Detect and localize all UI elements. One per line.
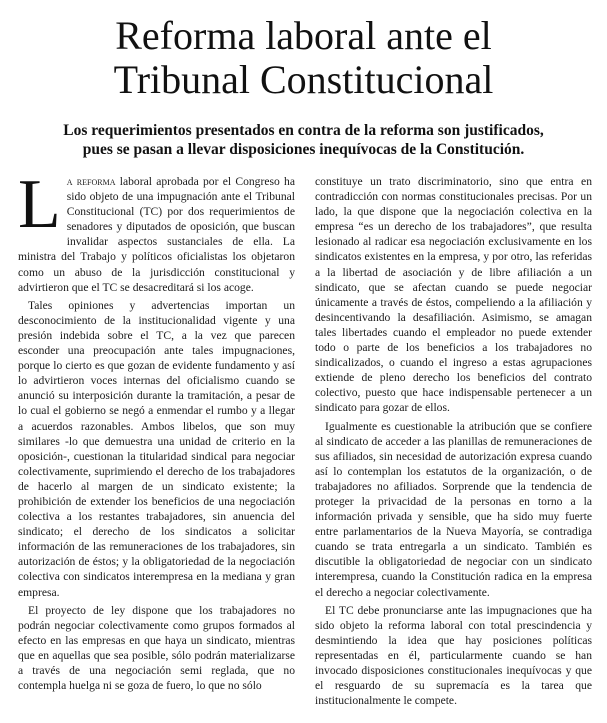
paragraph-5: El TC debe pronunciarse ante las impugnaciones que ha sido objeto la reforma laboral con total prescindencia y desmintiendo la idea que hay posiciones políticas representadas en él, particularmente cuando se han invocado disposiciones constitucionales inequívocas y que el resguardo de su supremacía es la tarea que institucionalmente le compete. bbox=[315, 603, 592, 708]
article-deck bbox=[20, 121, 587, 159]
left-column bbox=[18, 174, 295, 719]
paragraph-1-text: laboral aprobada por el Congreso ha sido objeto de una impugnación ante el Tribunal Constitucional (TC) por dos requerimientos de senadores y diputados de oposición, que buscan invalidar aspectos sustanciales de ella. La ministra del Trabajo y políticos oficialistas los objetaron como un abuso de la jurisdicción constitucional y advirtieron que el TC se desacreditará si los acoge. bbox=[18, 175, 295, 294]
title-line-1: Reforma laboral ante el bbox=[115, 13, 492, 58]
paragraph-1 bbox=[18, 174, 295, 295]
title-line-2: Tribunal Constitucional bbox=[113, 57, 494, 102]
paragraph-3-continued: constituye un trato discriminatorio, sino que entra en contradicción con normas constitucionales precisas. Por un lado, la que dispone que la negociación colectiva en la empresa “es un derecho de los trabajadores”, que resulta lesionado al radicar esa negociación exclusivamente en los sindicatos existentes en la empresa, y por otro, las referidas a la libertad de asociación y de libre afiliación a un sindicato, que se afectan cuando se puede negociar únicamente a través de éstos, compeliendo a la afiliación y desincentivando la desafiliación. Asimismo, se amagan tales libertades cuando el empleador no puede extender todo o parte de los beneficios a los trabajadores no sindicalizados, o cuando el ingreso a estas agrupaciones extiende de pleno derecho los beneficios del contrato colectivo, puesto que hace indispensable pertenecer a un sindicato para gozar de ellos. bbox=[315, 175, 592, 415]
paragraph-4: Igualmente es cuestionable la atribución que se confiere al sindicato de acceder a las planillas de remuneraciones de sus afiliados, sin necesidad de autorización expresa cuando así lo contemplan los estatutos de la organización, o de trabajadores no afiliados. Sorprende que la tendencia de proteger la privacidad de la personas en torno a la información privada y sensible, que ha sido muy fuerte entre parlamentarios de la Nueva Mayoría, se contradiga cuando se trata entregarla a un sindicato. También es discutible la obligatoriedad de negociar con un sindicato interempresa, cuando la Constitución radica en la empresa el derecho a negociar colectivamente. bbox=[315, 419, 592, 599]
deck-line-1: Los requerimientos presentados en contra de la reforma son justificados, bbox=[63, 122, 544, 139]
paragraph-2: Tales opiniones y advertencias importan un desconocimiento de la institucionalidad vigente y una presión indebida sobre el TC, a la vez que parecen esconder una preocupación ante tales impugnaciones, porque lo cierto es que gozan de evidente fundamento y así lo advirtieron voces internas del oficialismo cuando se anunció su interposición durante la tramitación, a pesar de lo cual el gobierno se negó a enmendar el rumbo y a llegar a acuerdos razonables. Ambos libelos, que son muy similares -lo que demuestra una unidad de criterio en la oposición-, cuestionan la titularidad sindical para negociar colectivamente, suprimiendo el derecho de los trabajadores de hacerlo al margen de un sindicato existente; la prohibición de extender los beneficios de una negociación colectiva a los restantes trabajadores, sin anuencia del sindicato; el derecho de los sindicatos a solicitar información de las remuneraciones de los trabajadores, sin autorización de éstos; y la obligatoriedad de la negociación colectiva con sindicatos interempresa en la mediana y gran empresa. bbox=[18, 298, 295, 599]
right-column bbox=[315, 174, 592, 719]
drop-cap: L bbox=[18, 174, 61, 243]
article-body bbox=[18, 174, 598, 719]
article-title bbox=[0, 14, 607, 102]
lead-in: a reforma bbox=[66, 175, 116, 188]
paragraph-3-start: El proyecto de ley dispone que los trabajadores no podrán negociar colectivamente como grupos formados al efecto en las empresas en que haya un sindicato, mientras que en aquellas que sea posible, sólo podrán materializarse a través de una negociación semi reglada, que no contempla huelga ni se goza de fuero, lo que no sólo bbox=[18, 603, 295, 693]
deck-line-2: pues se pasan a llevar disposiciones inequívocas de la Constitución. bbox=[82, 141, 525, 158]
